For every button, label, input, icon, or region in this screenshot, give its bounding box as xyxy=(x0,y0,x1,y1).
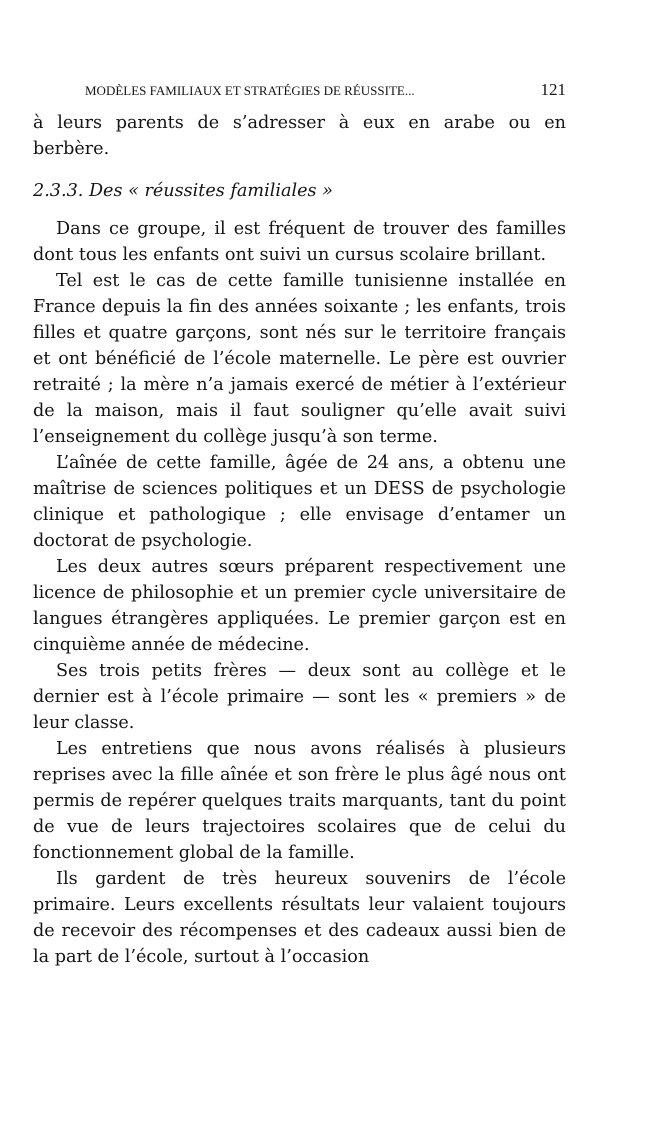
paragraph: L’aînée de cette famille, âgée de 24 ans, a obtenu une maîtrise de sciences politiques et un DESS de psychologie clinique et pathologique ; elle envisage d’entamer un doctorat de psychologie. xyxy=(33,453,566,551)
page-number: 121 xyxy=(540,80,566,99)
paragraph: Dans ce groupe, il est fréquent de trouver des familles dont tous les enfants ont suivi un cursus scolaire brillant. xyxy=(33,219,566,265)
paragraph: Les entretiens que nous avons réalisés à plusieurs reprises avec la fille aînée et son frère le plus âgé nous ont permis de repérer quelques traits marquants, tant du point de vue de leurs trajectoires scolaires que de celui du fonctionnement global de la famille. xyxy=(33,739,566,863)
paragraph: Tel est le cas de cette famille tunisienne installée en France depuis la fin des années soixante ; les enfants, trois filles et quatre garçons, sont nés sur le territoire français et ont bénéficié de l’école maternelle. Le père est ouvrier retraité ; la mère n’a jamais exercé de métier à l’extérieur de la maison, mais il faut souligner qu’elle avait suivi l’enseignement du collège jusqu’à son terme. xyxy=(33,271,566,447)
running-title: MODÈLES FAMILIAUX ET STRATÉGIES DE RÉUSSITE... xyxy=(85,83,415,98)
paragraph: Ses trois petits frères — deux sont au collège et le dernier est à l’école primaire — sont les « premiers » de leur classe. xyxy=(33,661,566,733)
paragraph: Ils gardent de très heureux souvenirs de l’école primaire. Leurs excellents résultats leur valaient toujours de recevoir des récompenses et des cadeaux aussi bien de la part de l’école, surtout à l’occasion xyxy=(33,869,566,967)
paragraph: Les deux autres sœurs préparent respectivement une licence de philosophie et un premier cycle universitaire de langues étrangères appliquées. Le premier garçon est en cinquième année de médecine. xyxy=(33,557,566,655)
running-header xyxy=(85,80,566,110)
book-page xyxy=(33,80,566,970)
section-heading: 2.3.3. Des « réussites familiales » xyxy=(33,181,333,201)
paragraph-continuation: à leurs parents de s’adresser à eux en arabe ou en berbère. xyxy=(33,113,566,159)
